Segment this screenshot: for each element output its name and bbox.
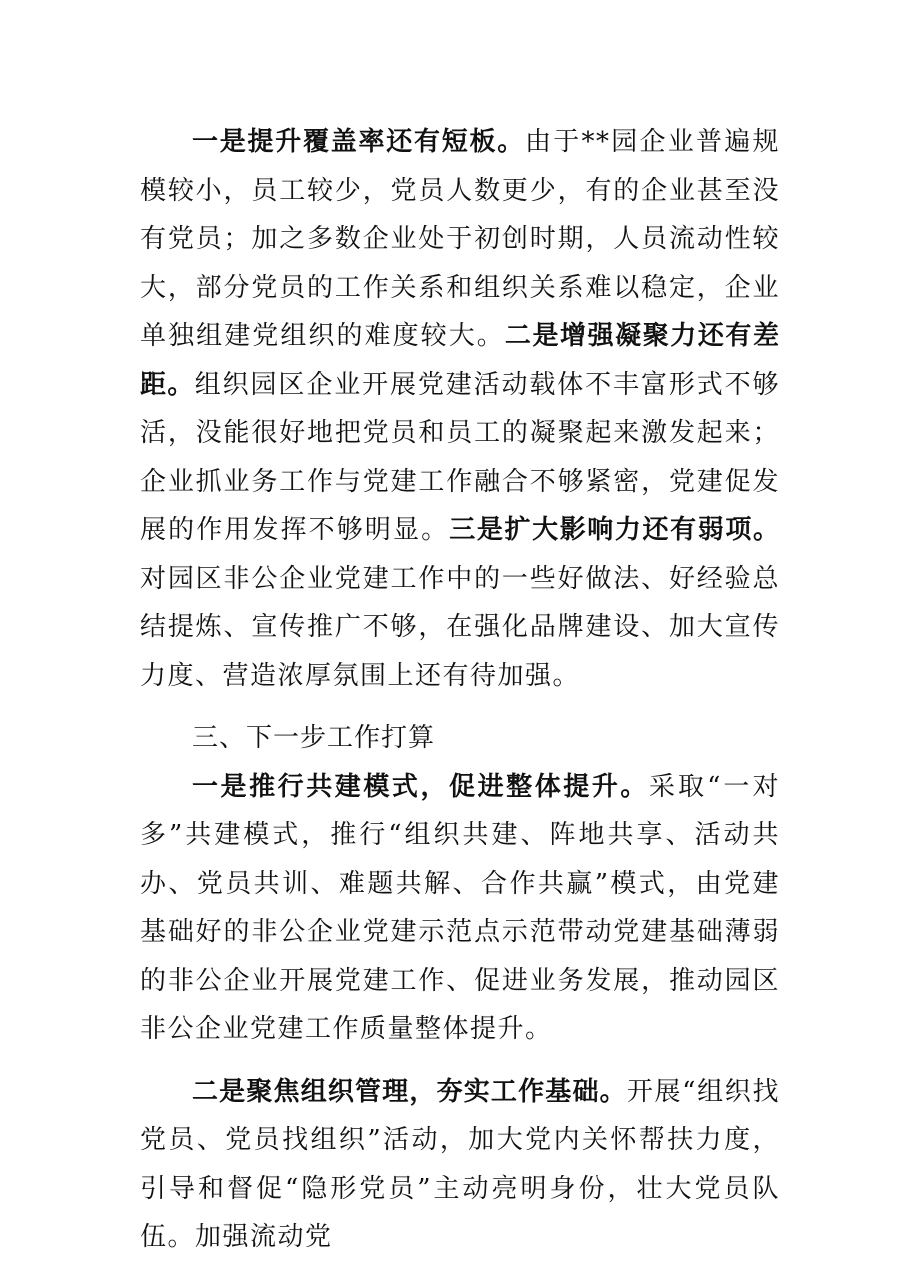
point-two-text: 组织园区企业开展党建活动载体不丰富形式不够活，没能很好地把党员和员工的凝聚起来激发起来；企业抓业务工作与党建工作融合不够紧密，党建促发展的作用发挥不够明显。 [140,369,780,545]
point-two-title: 二是增强凝聚力还有差距。 [140,321,780,400]
plan-two-title: 二是聚焦组织管理，夯实工作基础。 [192,1076,627,1107]
paragraph-plan-two [140,1068,780,1262]
document-body [140,118,780,1262]
plan-one-text: 采取“一对多”共建模式，推行“组织共建、阵地共享、活动共办、党员共训、难题共解、合作共赢”模式，由党建基础好的非公企业党建示范点示范带动党建基础薄弱的非公企业开展党建工作、促进业务发展，推动园区非公企业党建工作质量整体提升。 [140,771,780,1044]
point-three-title: 三是扩大影响力还有弱项。 [449,515,780,545]
plan-one-title: 一是推行共建模式，促进整体提升。 [192,771,649,802]
paragraph-shortcomings [140,118,780,700]
section-heading: 三、下一步工作打算 [192,723,436,753]
paragraph-plan-one [140,763,780,1054]
point-three-text: 对园区非公企业党建工作中的一些好做法、好经验总结提炼、宣传推广不够，在强化品牌建设、加大宣传力度、营造浓厚氛围上还有待加强。 [140,563,780,691]
point-one-text: 由于**园企业普遍规模较小，员工较少，党员人数更少，有的企业甚至没有党员；加之多数企业处于初创时期，人员流动性较大，部分党员的工作关系和组织关系难以稳定，企业单独组建党组织的难度较大。 [140,127,780,351]
plan-two-text: 开展“组织找党员、党员找组织”活动，加大党内关怀帮扶力度，引导和督促“隐形党员”主动亮明身份，壮大党员队伍。加强流动党 [140,1076,780,1252]
point-one-title: 一是提升覆盖率还有短板。 [192,127,525,157]
